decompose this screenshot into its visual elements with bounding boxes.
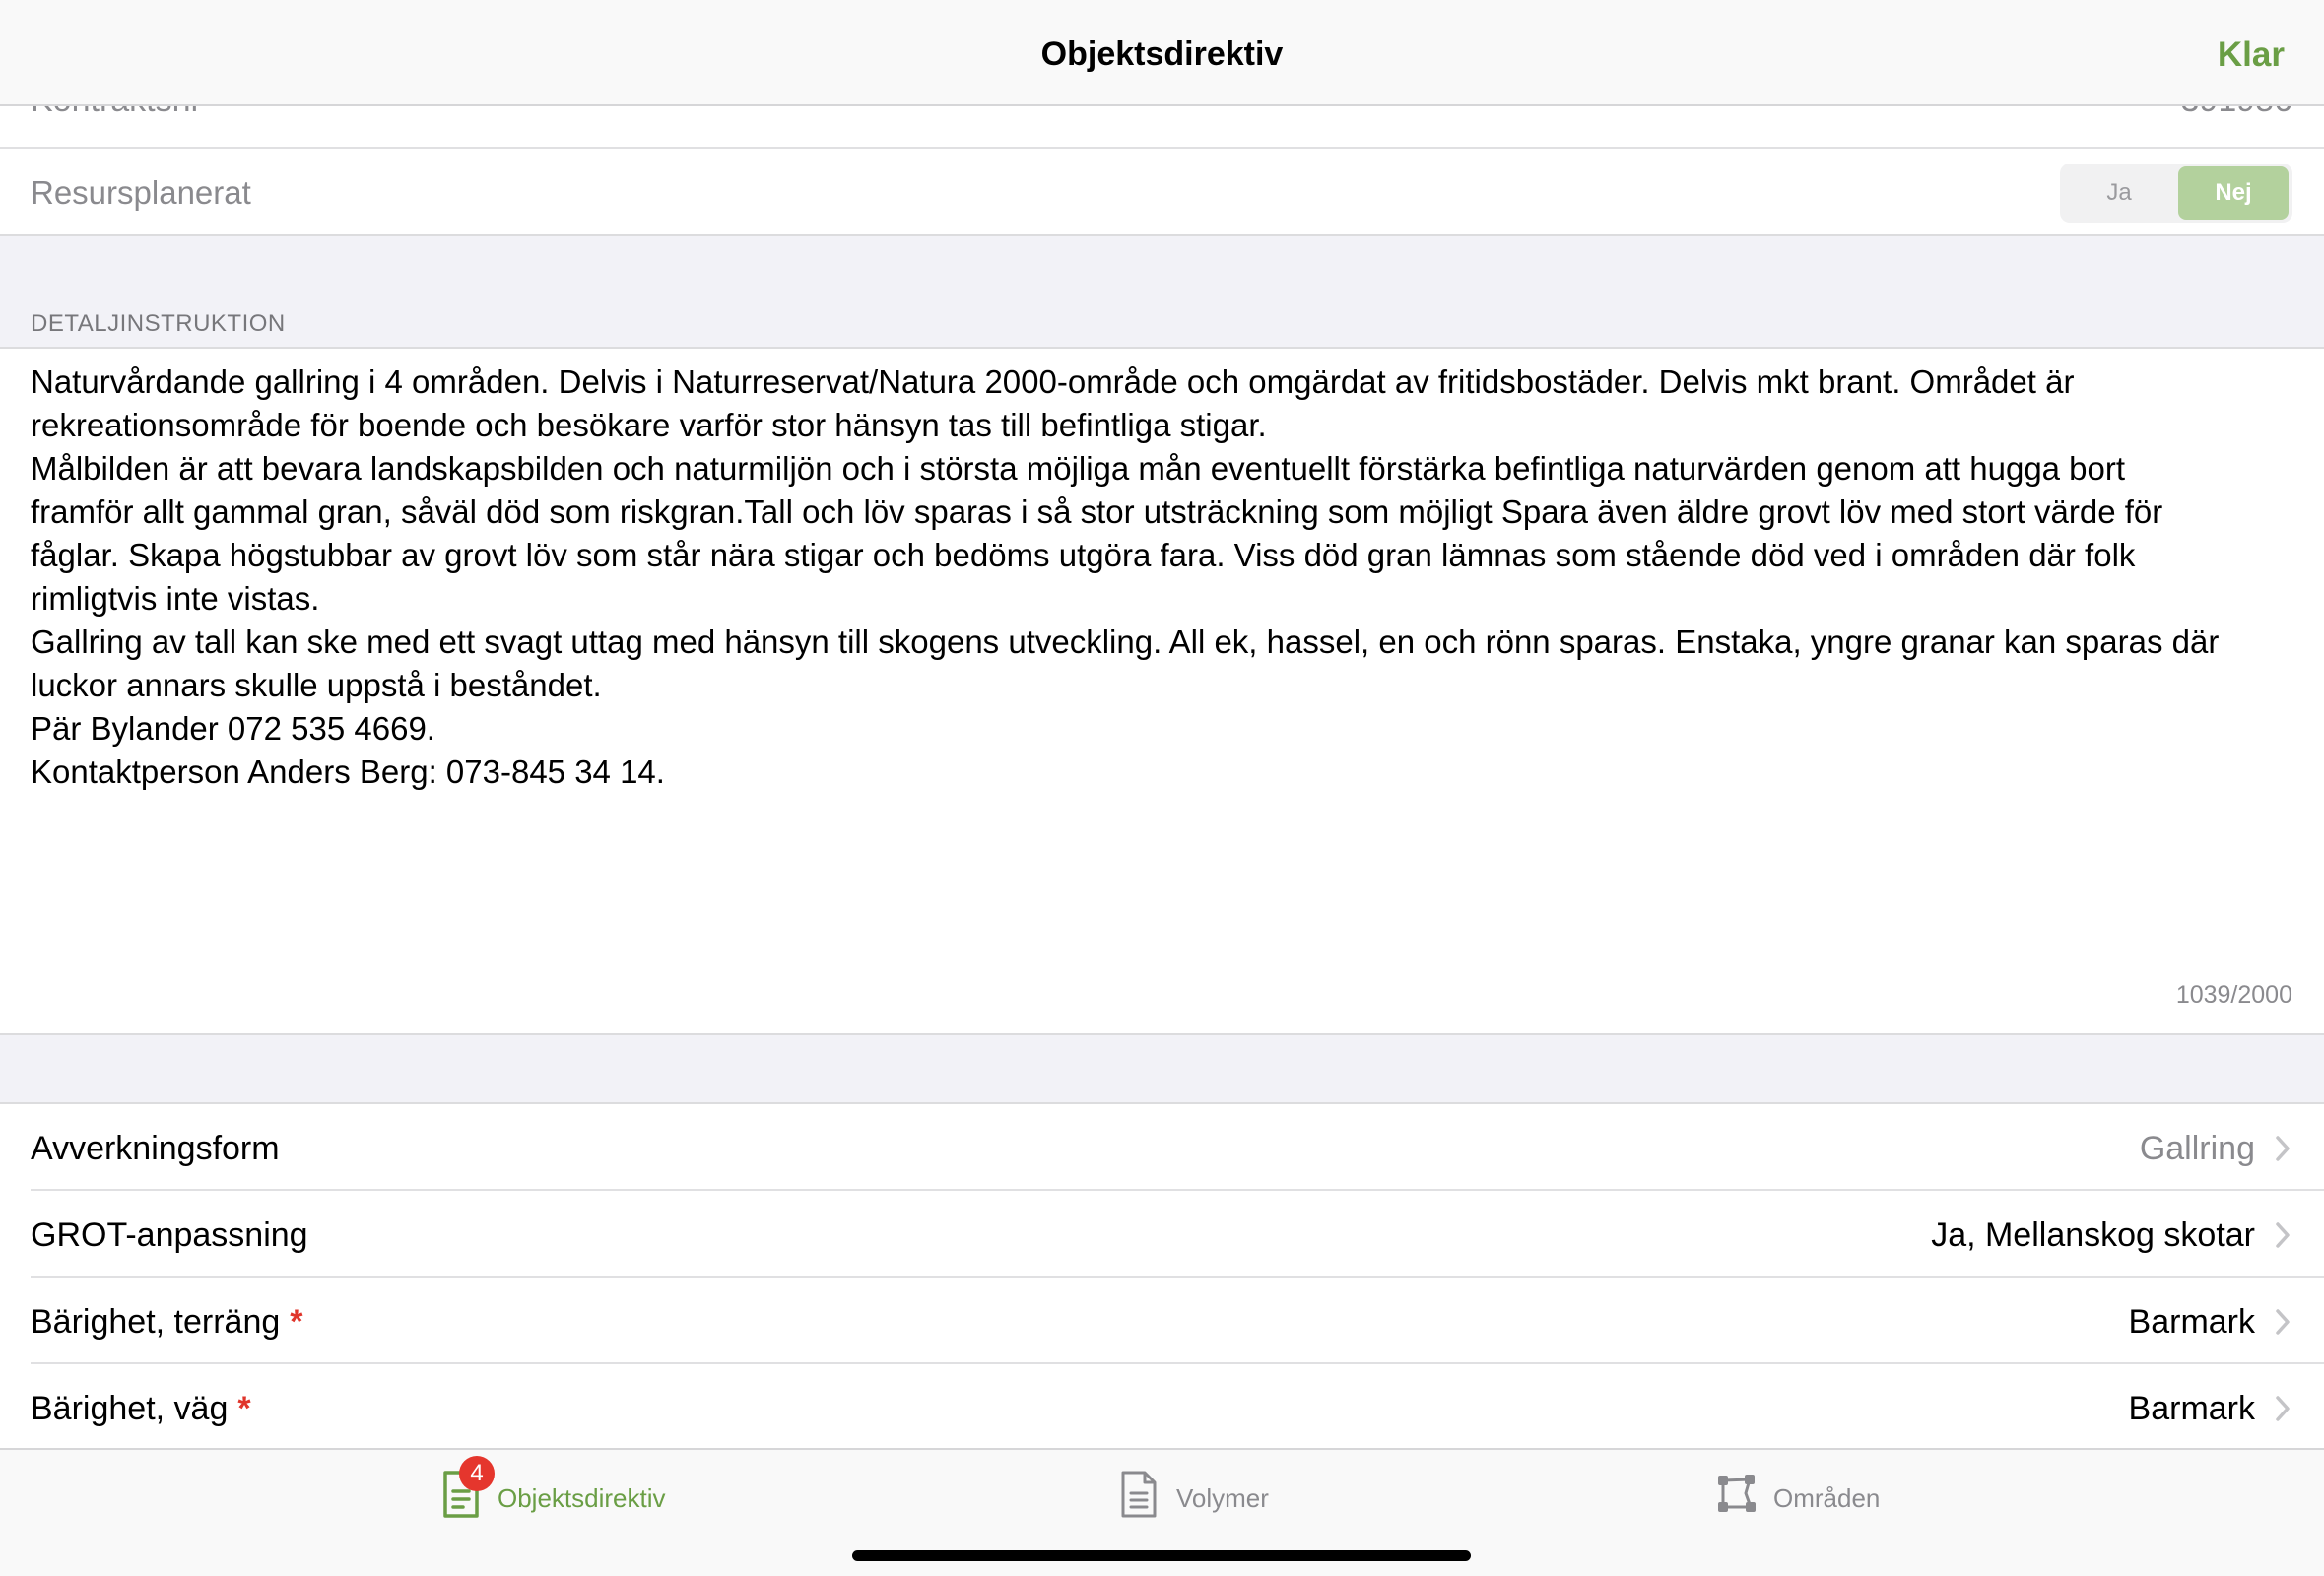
- list-row-barighet-terrang[interactable]: [0, 1278, 2324, 1364]
- text-line: framför allt gammal gran, såväl död som riskgran.Tall och löv sparas i så stor utsträckning som möjligt Spara även äldre grovt löv med stort värde för: [31, 493, 2163, 530]
- chevron-right-icon: [2273, 1307, 2292, 1337]
- contract-number-row: [0, 106, 2324, 149]
- row-label: [31, 1390, 251, 1428]
- chevron-right-icon: [2273, 1394, 2292, 1423]
- row-label: GROT-anpassning: [31, 1216, 308, 1254]
- page-title: Objektsdirektiv: [1040, 35, 1284, 73]
- document-icon: [1119, 1470, 1159, 1519]
- tab-label: Områden: [1773, 1483, 1881, 1513]
- polygon-area-icon: [1716, 1474, 1758, 1513]
- text-line: Gallring av tall kan ske med ett svagt uttag med hänsyn till skogens utveckling. All ek, hassel, en och rönn sparas. Enstaka, yngre granar kan sparas där: [31, 624, 2220, 660]
- row-value: Ja, Mellanskog skotar: [1931, 1216, 2255, 1254]
- row-label-text: Bärighet, terräng: [31, 1303, 281, 1341]
- home-indicator[interactable]: [852, 1550, 1471, 1561]
- text-line: Kontaktperson Anders Berg: 073-845 34 14.: [31, 754, 665, 790]
- tab-volymer[interactable]: [1119, 1470, 1316, 1529]
- text-line: Målbilden är att bevara landskapsbilden och naturmiljön och i största möjliga mån eventuellt förstärka befintliga naturvärden genom att hugga bort: [31, 450, 2126, 487]
- done-button[interactable]: Klar: [2217, 35, 2285, 74]
- section-header-detaljinstruktion: DETALJINSTRUKTION: [31, 310, 286, 337]
- paragraph: [31, 707, 2296, 794]
- segment-ja[interactable]: Ja: [2106, 179, 2132, 206]
- settings-list: [0, 1104, 2324, 1451]
- list-row-avverkningsform[interactable]: [0, 1104, 2324, 1191]
- text-line: Pär Bylander 072 535 4669.: [31, 710, 435, 747]
- list-row-grot-anpassning[interactable]: [0, 1191, 2324, 1278]
- list-row-barighet-vag[interactable]: [0, 1364, 2324, 1451]
- section-spacer: [0, 1035, 2324, 1104]
- row-label-text: Bärighet, väg: [31, 1390, 229, 1427]
- text-line: rimligtvis inte vistas.: [31, 580, 320, 617]
- section-spacer: [0, 236, 2324, 349]
- scroll-content[interactable]: [0, 106, 2324, 1448]
- resursplanerat-row: [0, 149, 2324, 236]
- navigation-bar: [0, 0, 2324, 106]
- paragraph: [31, 361, 2296, 447]
- text-line: luckor annars skulle uppstå i beståndet.: [31, 667, 602, 703]
- row-label: [31, 1303, 303, 1342]
- required-marker: *: [237, 1390, 251, 1427]
- chevron-right-icon: [2273, 1220, 2292, 1250]
- notification-badge: 4: [459, 1456, 495, 1491]
- row-label: Avverkningsform: [31, 1130, 280, 1167]
- resursplanerat-label: Resursplanerat: [31, 174, 251, 211]
- tab-label: Objektsdirektiv: [498, 1483, 666, 1513]
- tab-omraden[interactable]: [1716, 1470, 1933, 1529]
- chevron-right-icon: [2273, 1134, 2292, 1163]
- required-marker: *: [290, 1303, 303, 1341]
- text-line: fåglar. Skapa högstubbar av grovt löv som står nära stigar och bedöms utgöra fara. Viss död gran lämnas som stående död ved i områden där folk: [31, 537, 2136, 573]
- segment-nej[interactable]: Nej: [2178, 166, 2289, 220]
- resursplanerat-segmented-control[interactable]: [2060, 164, 2292, 223]
- paragraph: [31, 447, 2296, 621]
- tab-label: Volymer: [1176, 1483, 1269, 1513]
- tab-objektsdirektiv[interactable]: [441, 1460, 688, 1529]
- character-counter: 1039/2000: [2175, 981, 2292, 1009]
- row-value: Barmark: [2128, 1303, 2255, 1341]
- detail-instruction-textarea[interactable]: [0, 349, 2324, 1035]
- row-value: Barmark: [2128, 1390, 2255, 1427]
- text-line: Naturvårdande gallring i 4 områden. Delvis i Naturreservat/Natura 2000-område och omgärdat av fritidsbostäder. Delvis mkt brant. Området är: [31, 363, 2075, 400]
- text-line: rekreationsområde för boende och besökare varför stor hänsyn tas till befintliga stigar.: [31, 407, 1267, 443]
- paragraph: [31, 621, 2296, 707]
- row-value: Gallring: [2139, 1130, 2255, 1167]
